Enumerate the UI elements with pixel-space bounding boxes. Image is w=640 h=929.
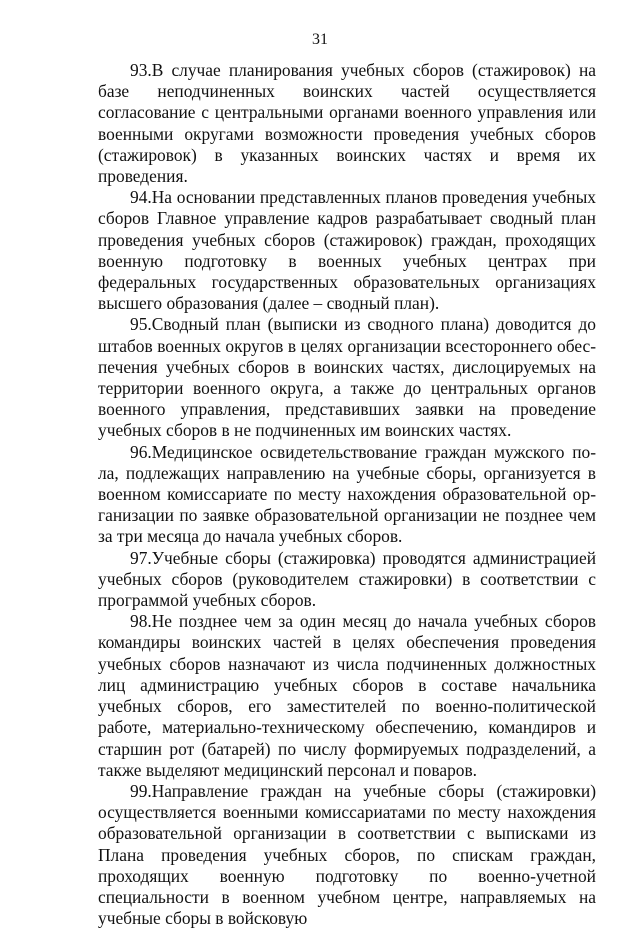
paragraph-96: 96.Медицинское освидетельствование граждан мужского пола, подлежащих направлению на учебные сборы, организуется в военном комиссариате по месту нахождения образовательной организации по заявке образовательной организации не позднее чем за три месяца до начала учебных сборов. [98,441,596,547]
page-number: 31 [312,31,328,48]
paragraph-99: 99.Направление граждан на учебные сборы (стажировки) осуществляется военными комиссариатами по месту нахождения образовательной организации в соответствии с выписками из Плана проведения учебных сборов, по спискам граждан, проходящих военную подготовку по военно-учетной специальности в военном учебном центре, направляемых на учебные сборы в войсковую [98,780,596,929]
paragraph-97: 97.Учебные сборы (стажировка) проводятся администрацией учебных сборов (руководителем стажировки) в соответствии с программой учебных сборов. [98,547,596,611]
paragraph-94: 94.На основании представленных планов проведения учебных сборов Главное управление кадров разрабатывает сводный план проведения учебных сборов (стажировок) граждан, проходящих военную подготовку в военных учебных центрах при федеральных государственных образовательных организациях высшего образования (далее – сводный план). [98,187,596,314]
document-body [98,60,596,929]
paragraph-93: 93.В случае планирования учебных сборов (стажировок) на базе неподчиненных воинских частей осуществляется согласование с центральными органами военного управления или военными округами возможности проведения учебных сборов (стажировок) в указанных воинских частях и время их проведения. [98,60,596,187]
paragraph-98: 98.Не позднее чем за один месяц до начала учебных сборов командиры воинских частей в целях обеспечения проведения учебных сборов назначают из числа подчиненных должностных лиц администрацию учебных сборов в составе начальника учебных сборов, его заместителей по военно-политической работе, материально-техническому обеспечению, командиров и старшин рот (батарей) по числу формируемых подразделений, а также выделяют медицинский персонал и поваров. [98,611,596,780]
paragraph-95: 95.Сводный план (выписки из сводного плана) доводится до штабов военных округов в целях организации всестороннего обеспечения учебных сборов в воинских частях, дислоцируемых на территории военного округа, а также до центральных органов военного управления, представивших заявки на проведение учебных сборов в не подчиненных им воинских частях. [98,314,596,441]
